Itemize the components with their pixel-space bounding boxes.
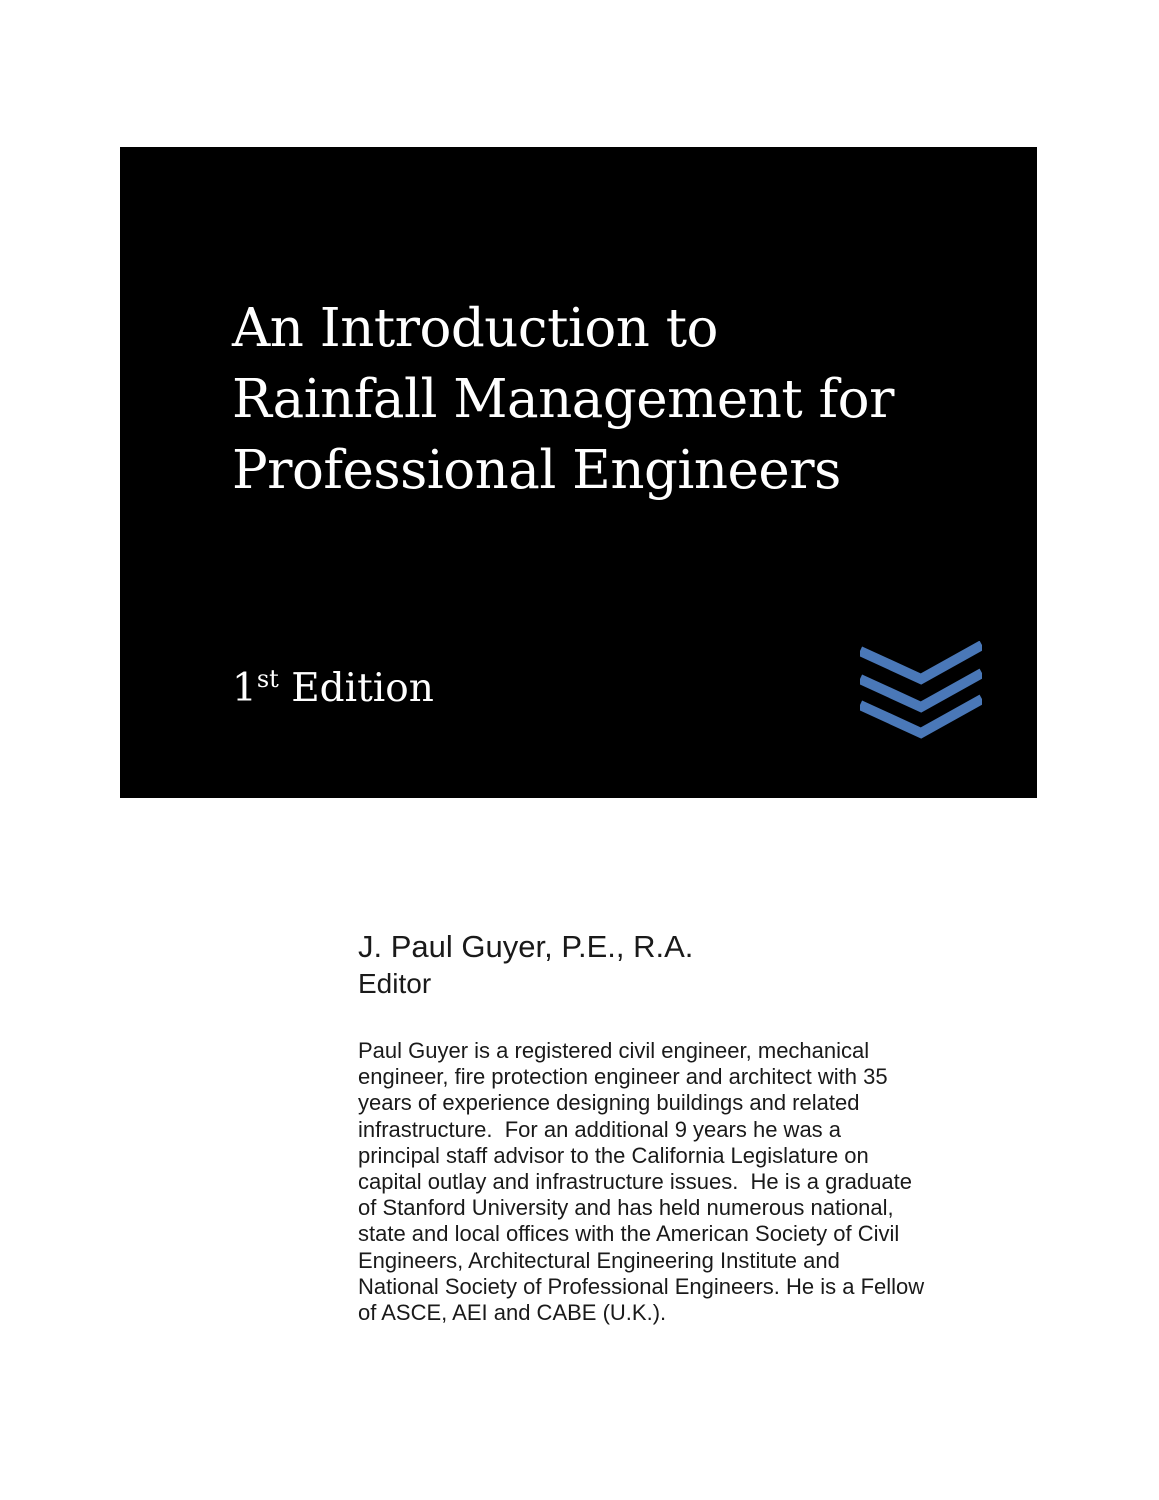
bio-line: capital outlay and infrastructure issues. He is a graduate — [358, 1169, 912, 1195]
title-line-2: Rainfall Management for — [232, 369, 894, 430]
author-name: J. Paul Guyer, P.E., R.A. — [358, 929, 694, 964]
bio-line: of ASCE, AEI and CABE (U.K.). — [358, 1300, 667, 1326]
author-role: Editor — [358, 968, 432, 999]
bio-line: Engineers, Architectural Engineering Institute and — [358, 1247, 840, 1273]
bio-line: principal staff advisor to the California Legislature on — [358, 1142, 869, 1168]
triple-chevron-down-icon — [860, 641, 982, 739]
title-line-1: An Introduction to — [232, 298, 718, 359]
bio-line: engineer, fire protection engineer and architect with 35 — [358, 1064, 888, 1090]
cover-panel — [120, 147, 1037, 798]
bio-line: of Stanford University and has held numerous national, — [358, 1195, 894, 1221]
edition-label — [232, 664, 434, 714]
chevron-1 — [860, 645, 982, 679]
edition-number: 1 — [232, 666, 257, 711]
author-bio — [358, 1038, 958, 1326]
bio-line: years of experience designing buildings and related — [358, 1090, 860, 1116]
bio-line: National Society of Professional Engineers. He is a Fellow — [358, 1273, 925, 1299]
bio-line: state and local offices with the American Society of Civil — [358, 1221, 900, 1247]
bio-line: Paul Guyer is a registered civil engineer, mechanical — [358, 1038, 870, 1063]
edition-word: Edition — [291, 666, 434, 711]
bio-line: infrastructure. For an additional 9 years he was a — [358, 1116, 842, 1142]
edition-suffix: st — [256, 665, 279, 693]
book-title — [232, 293, 894, 506]
title-line-3: Professional Engineers — [232, 440, 841, 501]
author-block — [358, 928, 693, 1002]
